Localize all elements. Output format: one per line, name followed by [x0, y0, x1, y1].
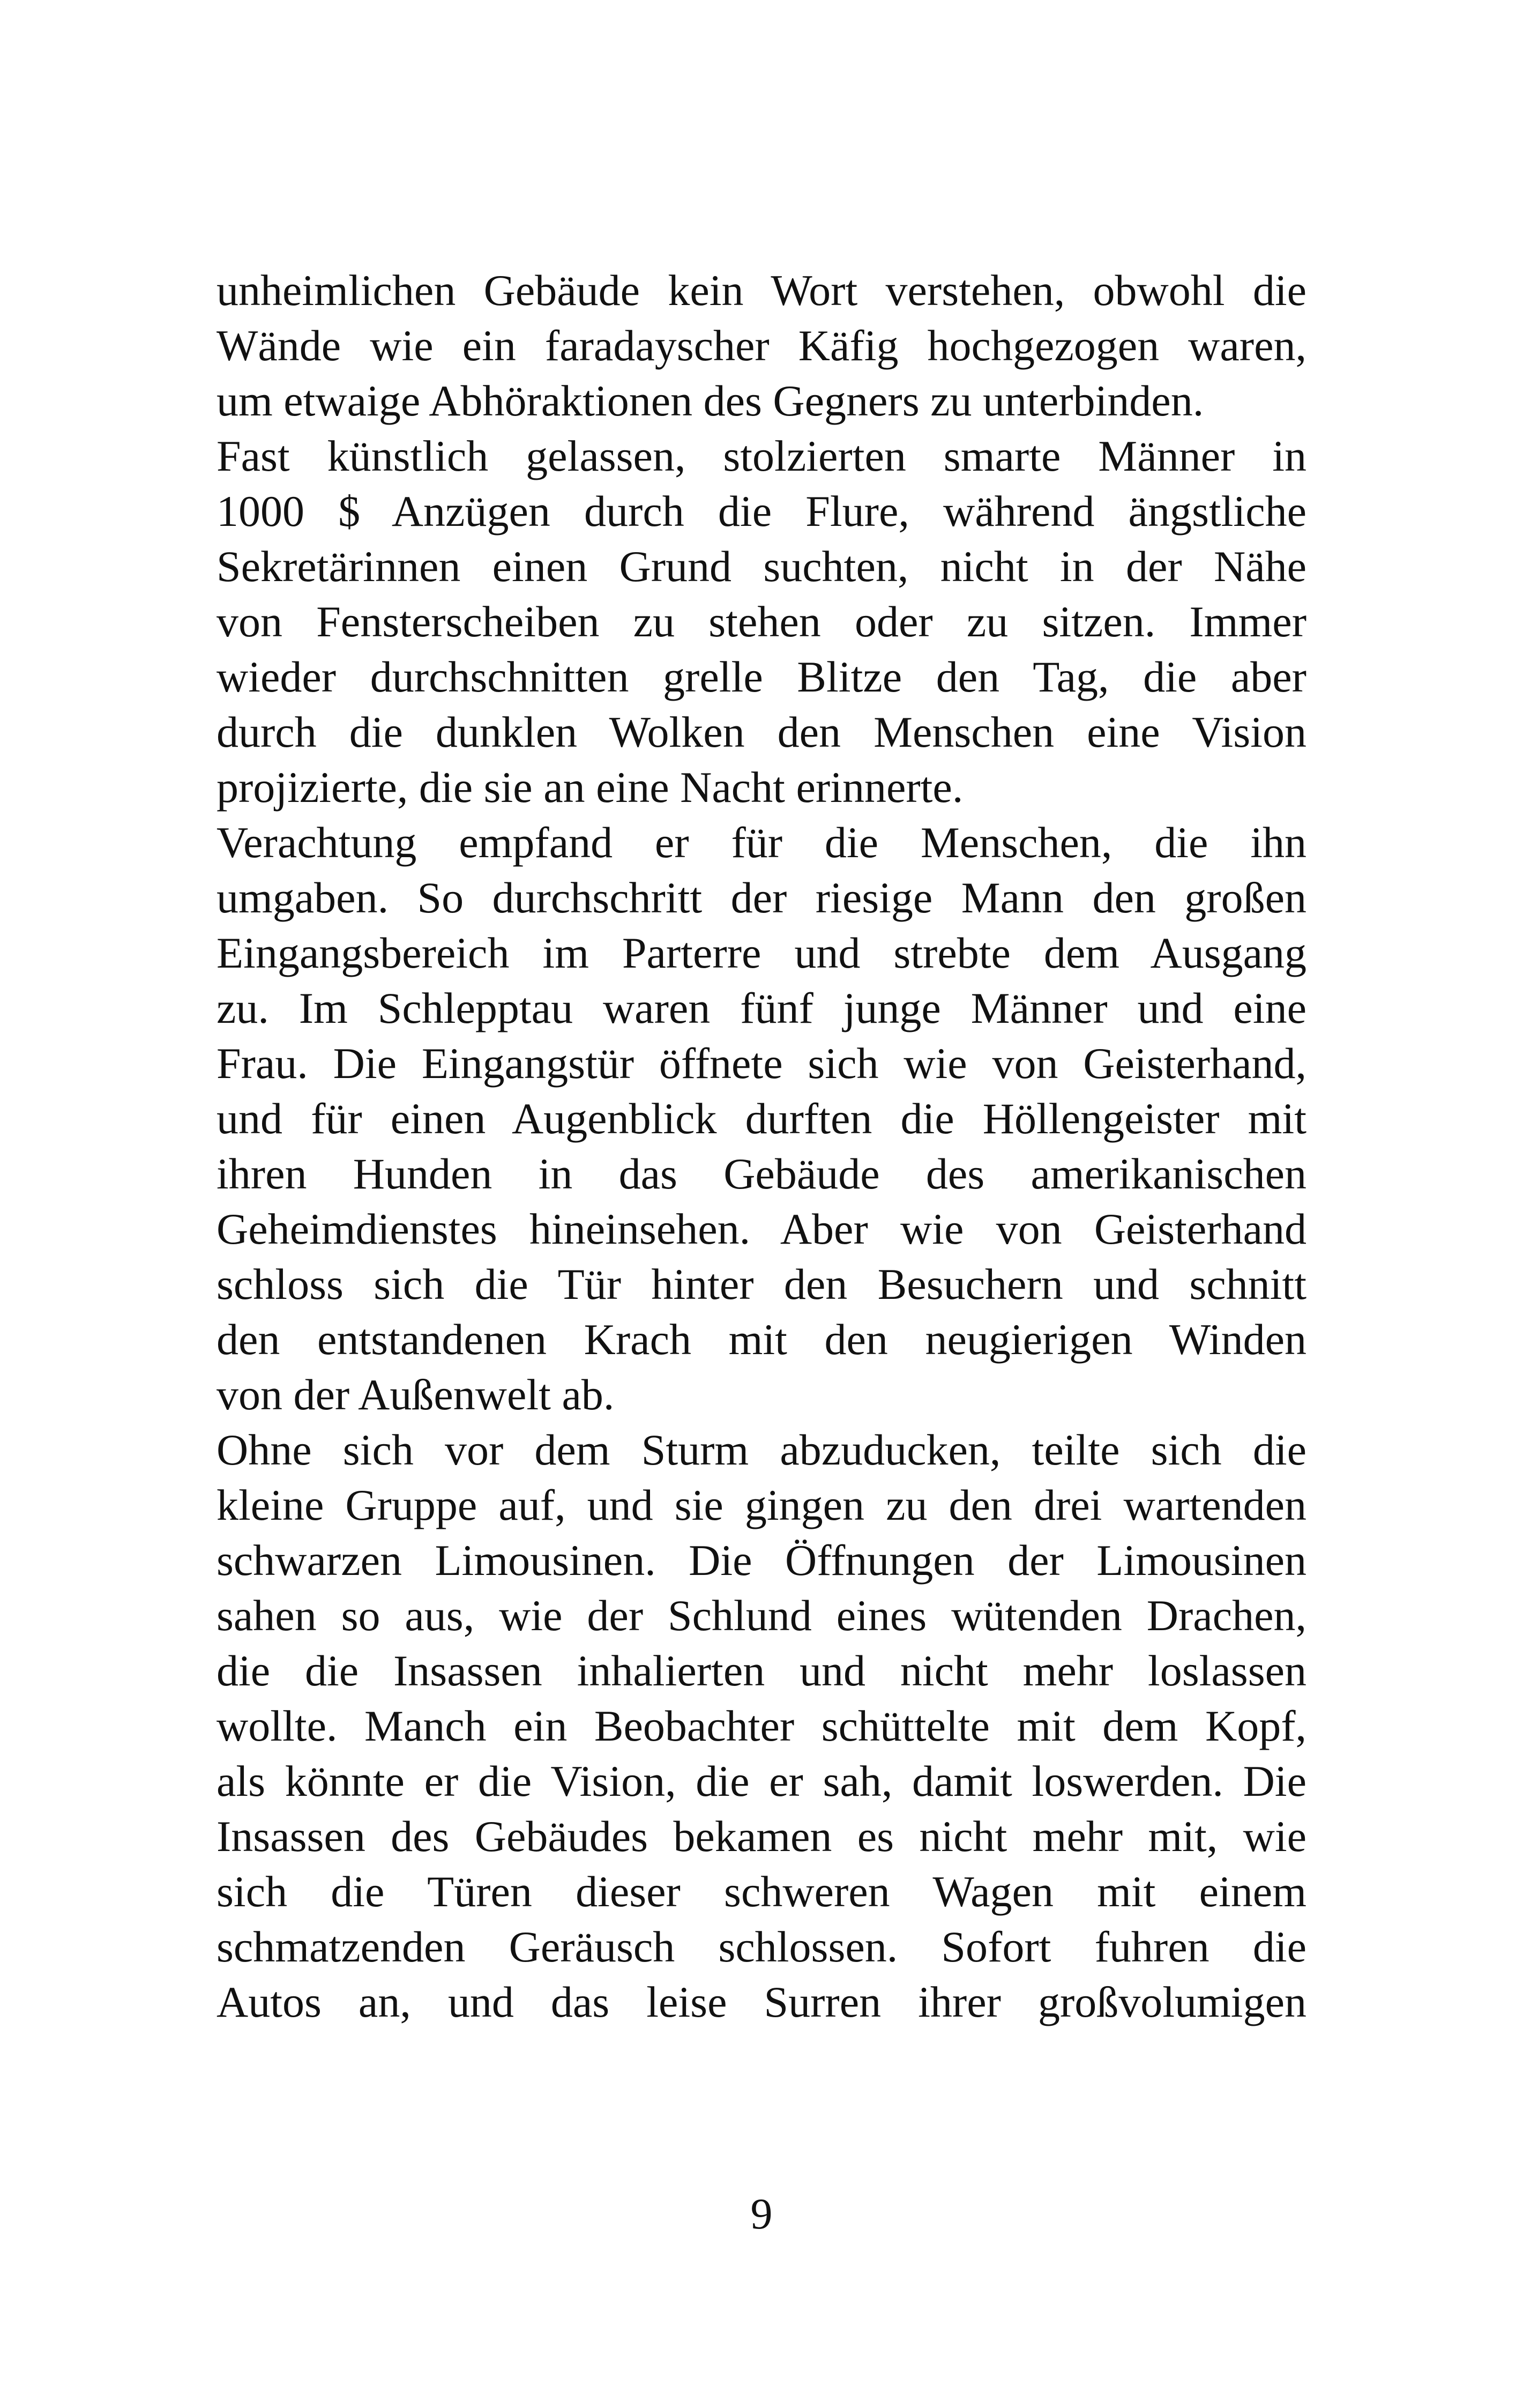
text-line: Verachtung empfand er für die Menschen, die ihn [216, 818, 1307, 867]
text-line: Ohne sich vor dem Sturm abzuducken, teilte sich die [216, 1425, 1307, 1474]
page-number: 9 [750, 2189, 773, 2238]
text-line: und für einen Augenblick durften die Höllengeister mit [216, 1094, 1307, 1143]
text-line: ihren Hunden in das Gebäude des amerikanischen [216, 1149, 1307, 1198]
text-line: Sekretärinnen einen Grund suchten, nicht in der Nähe [216, 542, 1307, 591]
text-line: schloss sich die Tür hinter den Besuchern und schnitt [216, 1260, 1307, 1309]
body-text [216, 263, 1307, 2030]
text-line: schwarzen Limousinen. Die Öffnungen der Limousinen [216, 1536, 1307, 1585]
text-line: den entstandenen Krach mit den neugierigen Winden [216, 1315, 1307, 1364]
text-line: die die Insassen inhalierten und nicht mehr loslassen [216, 1646, 1307, 1695]
text-line: Eingangsbereich im Parterre und strebte dem Ausgang [216, 928, 1307, 977]
paragraph-2 [216, 428, 1307, 815]
text-line: als könnte er die Vision, die er sah, damit loswerden. Die [216, 1757, 1307, 1805]
paragraph-4 [216, 1422, 1307, 2030]
text-line: projizierte, die sie an eine Nacht erinnerte. [216, 763, 964, 812]
text-line: von der Außenwelt ab. [216, 1370, 615, 1419]
text-line: von Fensterscheiben zu stehen oder zu sitzen. Immer [216, 597, 1307, 646]
text-line: Insassen des Gebäudes bekamen es nicht mehr mit, wie [216, 1812, 1307, 1861]
paragraph-1 [216, 263, 1307, 428]
text-line: um etwaige Abhöraktionen des Gegners zu unterbinden. [216, 376, 1204, 425]
text-line: Frau. Die Eingangstür öffnete sich wie von Geisterhand, [216, 1039, 1307, 1088]
text-line: wollte. Manch ein Beobachter schüttelte mit dem Kopf, [216, 1701, 1307, 1750]
text-line: sahen so aus, wie der Schlund eines wütenden Drachen, [216, 1591, 1307, 1640]
text-line: durch die dunklen Wolken den Menschen eine Vision [216, 708, 1307, 756]
text-line: unheimlichen Gebäude kein Wort verstehen, obwohl die [216, 266, 1307, 315]
text-line: 1000 $ Anzügen durch die Flure, während ängstliche [216, 487, 1307, 536]
text-line: wieder durchschnitten grelle Blitze den Tag, die aber [216, 652, 1307, 701]
text-line: Autos an, und das leise Surren ihrer großvolumigen [216, 1978, 1307, 2026]
text-line: umgaben. So durchschritt der riesige Mann den großen [216, 873, 1307, 922]
text-line: kleine Gruppe auf, und sie gingen zu den drei wartenden [216, 1481, 1307, 1529]
text-line: Wände wie ein faradayscher Käfig hochgezogen waren, [216, 321, 1307, 370]
paragraph-3 [216, 815, 1307, 1422]
text-line: Fast künstlich gelassen, stolzierten smarte Männer in [216, 432, 1307, 480]
text-line: zu. Im Schlepptau waren fünf junge Männer und eine [216, 984, 1307, 1032]
text-line: schmatzenden Geräusch schlossen. Sofort fuhren die [216, 1922, 1307, 1971]
text-line: Geheimdienstes hineinsehen. Aber wie von Geisterhand [216, 1205, 1307, 1253]
text-line: sich die Türen dieser schweren Wagen mit einem [216, 1867, 1307, 1916]
